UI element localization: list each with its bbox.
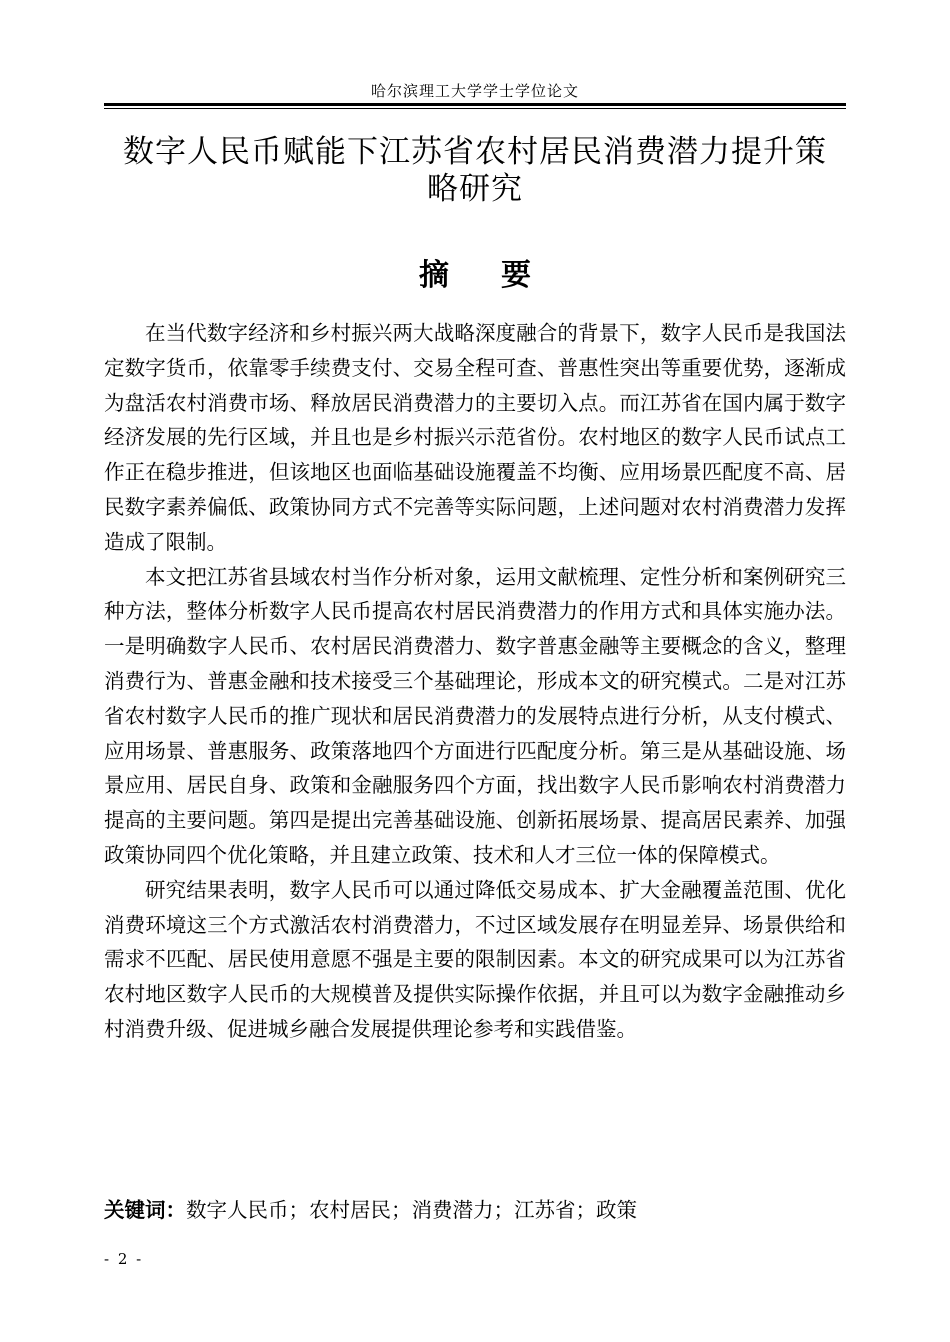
thesis-title <box>104 134 846 208</box>
page-number: - 2 - <box>104 1250 144 1268</box>
abstract-paragraph-2: 本文把江苏省县域农村当作分析对象，运用文献梳理、定性分析和案例研究三种方法，整体分析数字人民币提高农村居民消费潜力的作用方式和具体实施办法。一是明确数字人民币、农村居民消费潜力、数字普惠金融等主要概念的含义，整理消费行为、普惠金融和技术接受三个基础理论，形成本文的研究模式。二是对江苏省农村数字人民币的推广现状和居民消费潜力的发展特点进行分析，从支付模式、应用场景、普惠服务、政策落地四个方面进行匹配度分析。第三是从基础设施、场景应用、居民自身、政策和金融服务四个方面，找出数字人民币影响农村消费潜力提高的主要问题。第四是提出完善基础设施、创新拓展场景、提高居民素养、加强政策协同四个优化策略，并且建立政策、技术和人才三位一体的保障模式。 <box>104 564 846 867</box>
header-rule-thick <box>104 103 846 106</box>
abstract-heading: 摘要 <box>419 258 583 293</box>
keywords-label: 关键词： <box>104 1198 186 1222</box>
keywords-value: 数字人民币；农村居民；消费潜力；江苏省；政策 <box>186 1198 637 1222</box>
title-line-1: 数字人民币赋能下江苏省农村居民消费潜力提升策 <box>123 134 827 170</box>
abstract-paragraph-3: 研究结果表明，数字人民币可以通过降低交易成本、扩大金融覆盖范围、优化消费环境这三个方式激活农村消费潜力，不过区域发展存在明显差异、场景供给和需求不匹配、居民使用意愿不强是主要的限制因素。本文的研究成果可以为江苏省农村地区数字人民币的大规模普及提供实际操作依据，并且可以为数字金融推动乡村消费升级、促进城乡融合发展提供理论参考和实践借鉴。 <box>104 877 846 1041</box>
abstract-body <box>104 316 846 1047</box>
header-rule-thin <box>104 108 846 109</box>
abstract-paragraph-1: 在当代数字经济和乡村振兴两大战略深度融合的背景下，数字人民币是我国法定数字货币，依靠零手续费支付、交易全程可查、普惠性突出等重要优势，逐渐成为盘活农村消费市场、释放居民消费潜力的主要切入点。而江苏省在国内属于数字经济发展的先行区域，并且也是乡村振兴示范省份。农村地区的数字人民币试点工作正在稳步推进，但该地区也面临基础设施覆盖不均衡、应用场景匹配度不高、居民数字素养偏低、政策协同方式不完善等实际问题，上述问题对农村消费潜力发挥造成了限制。 <box>104 321 846 554</box>
running-header: 哈尔滨理工大学学士学位论文 <box>370 82 579 100</box>
keywords <box>104 1196 846 1224</box>
title-line-2: 略研究 <box>427 171 523 207</box>
